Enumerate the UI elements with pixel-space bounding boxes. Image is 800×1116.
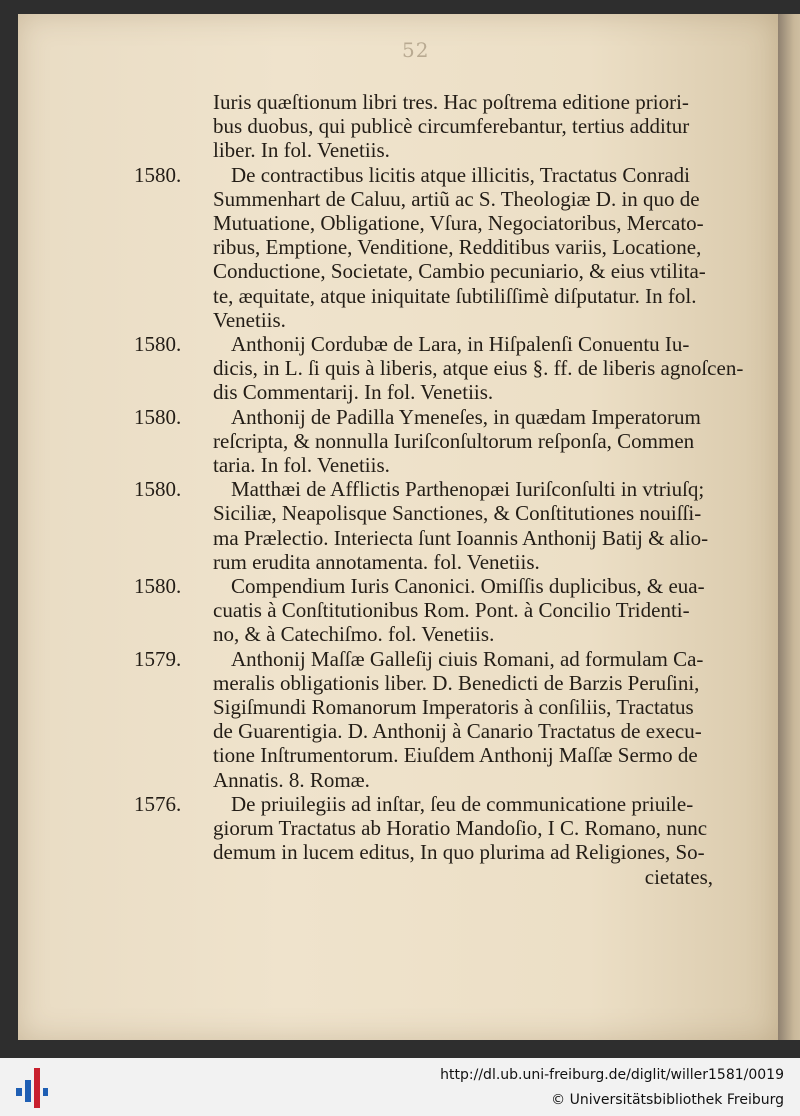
entry-line: giorum Tractatus ab Horatio Mandoſio, I C. Romano, nunc <box>213 816 708 841</box>
entry-line: meralis obligationis liber. D. Benedicti de Barzis Peruſini, <box>213 670 700 695</box>
entry-line: tione Inſtrumentorum. Eiuſdem Anthonij Maſſæ Sermo de <box>213 743 698 768</box>
entry-line: reſcripta, & nonnulla Iuriſconſultorum reſponſa, Commen <box>213 428 695 453</box>
entry-line: ma Prælectio. Interiecta ſunt Ioannis Anthonij Batij & alio- <box>213 525 709 550</box>
entry-line: taria. In fol. Venetiis. <box>213 453 390 478</box>
catchword-row <box>18 865 778 889</box>
entry-1580-afflictis <box>18 477 778 574</box>
entry-continuation <box>18 90 778 163</box>
entry-line: rum erudita annotamenta. fol. Venetiis. <box>213 549 540 574</box>
entry-text <box>213 792 733 865</box>
entry-text <box>213 574 733 647</box>
entry-line: Anthonij Maſſæ Galleſij ciuis Romani, ad formulam Ca- <box>231 646 704 671</box>
entry-line: de Guarentigia. D. Anthonij à Canario Tractatus de execu- <box>213 719 702 744</box>
entry-line: Conductione, Societate, Cambio pecuniario, & eius vtilita- <box>213 259 706 284</box>
university-logo-icon <box>14 1066 50 1110</box>
entry-line: Mutuatione, Obligatione, Vſura, Negociatoribus, Mercato- <box>213 211 704 236</box>
entry-1580-summenhart <box>18 163 778 332</box>
book-page <box>18 14 778 1040</box>
entry-line: bus duobus, qui publicè circumferebantur, tertius additur <box>213 114 690 139</box>
entry-line: cuatis à Conſtitutionibus Rom. Pont. à Concilio Tridenti- <box>213 598 690 623</box>
entry-1580-padilla <box>18 405 778 478</box>
entry-line: Summenhart de Caluu, artiũ ac S. Theologiæ D. in quo de <box>213 186 700 211</box>
catchword-wrap <box>213 865 713 889</box>
entry-1580-corduba <box>18 332 778 405</box>
entry-text <box>213 90 733 163</box>
entry-text <box>213 647 733 792</box>
entry-line: Iuris quæſtionum libri tres. Hac poſtrema editione priori- <box>213 90 689 114</box>
entry-line: Annatis. 8. Romæ. <box>213 767 370 792</box>
entry-text <box>213 163 733 332</box>
permalink-url[interactable]: http://dl.ub.uni-freiburg.de/diglit/willer1581/0019 <box>440 1067 784 1083</box>
entry-line: te, æquitate, atque iniquitate ſubtiliſſimè diſputatur. In fol. <box>213 283 697 308</box>
entry-line: De contractibus licitis atque illicitis, Tractatus Conradi <box>231 162 691 187</box>
entry-list <box>18 90 778 889</box>
entry-line: De priuilegiis ad inſtar, ſeu de communicatione priuile- <box>231 791 694 816</box>
entry-line: Sigiſmundi Romanorum Imperatoris à conſiliis, Tractatus <box>213 695 694 720</box>
entry-line: Venetiis. <box>213 307 286 332</box>
entry-1579-massa <box>18 647 778 792</box>
entry-year: 1580. <box>134 477 182 502</box>
entry-line: liber. In fol. Venetiis. <box>213 138 390 163</box>
next-page-edge <box>778 14 800 1040</box>
entry-line: dicis, in L. ſi quis à liberis, atque eius §. ff. de liberis agnoſcen- <box>213 356 744 381</box>
entry-1576-mandosio <box>18 792 778 865</box>
entry-1580-compendium <box>18 574 778 647</box>
entry-year: 1580. <box>134 162 182 187</box>
entry-line: demum in lucem editus, In quo plurima ad Religiones, So- <box>213 840 705 865</box>
entry-line: no, & à Catechiſmo. fol. Venetiis. <box>213 622 495 647</box>
entry-text <box>213 332 744 405</box>
entry-line: ribus, Emptione, Venditione, Redditibus variis, Locatione, <box>213 235 702 260</box>
entry-line: Compendium Iuris Canonici. Omiſſis duplicibus, & eua- <box>231 574 705 599</box>
catchword: cietates, <box>644 864 713 889</box>
entry-line: dis Commentarij. In fol. Venetiis. <box>213 380 494 405</box>
entry-year: 1580. <box>134 574 182 599</box>
page-number: 52 <box>402 38 430 62</box>
entry-year: 1579. <box>134 646 182 671</box>
entry-text <box>213 405 733 478</box>
entry-line: Siciliæ, Neapolisque Sanctiones, & Conſtitutiones nouiſſi- <box>213 501 702 526</box>
entry-line: Anthonij Cordubæ de Lara, in Hiſpalenſi Conuentu Iu- <box>231 332 690 357</box>
copyright-notice: © Universitätsbibliothek Freiburg <box>551 1092 784 1108</box>
viewer-footer <box>0 1058 800 1116</box>
entry-year: 1580. <box>134 332 182 357</box>
entry-text <box>213 477 733 574</box>
entry-line: Anthonij de Padilla Ymeneſes, in quædam Imperatorum <box>231 404 701 429</box>
entry-year: 1576. <box>134 791 182 816</box>
entry-year: 1580. <box>134 404 182 429</box>
entry-line: Matthæi de Afflictis Parthenopæi Iuriſconſulti in vtriuſq; <box>231 477 705 502</box>
